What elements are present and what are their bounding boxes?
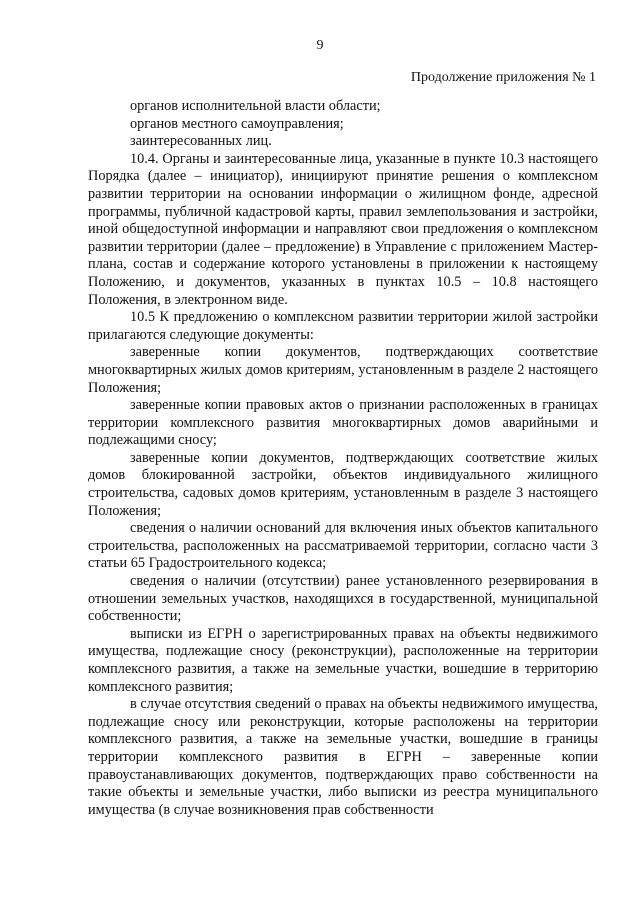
document-body (88, 98, 598, 819)
list-item: сведения о наличии оснований для включения иных объектов капитального строительства, расположенных на рассматриваемой территории, согласно части 3 статьи 65 Градостроительного кодекса; (88, 520, 598, 572)
paragraph-10-5: 10.5 К предложению о комплексном развитии территории жилой застройки прилагаются следующие документы: (88, 309, 598, 343)
list-item: выписки из ЕГРН о зарегистрированных правах на объекты недвижимого имущества, подлежащие сносу (реконструкции), расположенные на территории комплексного развития, а также на земельные участки, вошедшие в территорию комплексного развития; (88, 625, 598, 695)
list-item: органов исполнительной власти области; (130, 98, 381, 114)
list-item: в случае отсутствия сведений о правах на объекты недвижимого имущества, подлежащие сносу или реконструкции, которые расположены на территории комплексного развития, а также на земельные участки, вошедшие в границы территории комплексного развития в ЕГРН – заверенные копии правоустанавливающих документов, подтверждающих право собственности на такие объекты и земельные участки, либо выписки из реестра муниципального имущества (в случае возникновения прав собственности (88, 696, 598, 818)
list-item: заверенные копии документов, подтверждающих соответствие жилых домов блокированной застройки, объектов индивидуального жилищного строительства, садовых домов критериям, установленным в разделе 3 настоящего Положения; (88, 449, 598, 519)
list-item: заверенные копии правовых актов о признании расположенных в границах территории комплексного развития многоквартирных домов аварийными и подлежащими сносу; (88, 397, 598, 449)
list-item: заверенные копии документов, подтверждающих соответствие многоквартирных жилых домов критериям, установленным в разделе 2 настоящего Положения; (88, 344, 598, 396)
paragraph-10-4: 10.4. Органы и заинтересованные лица, указанные в пункте 10.3 настоящего Порядка (далее – инициатор), инициируют принятие решения о комплексном развитии территории на основании информации о жилищном фонде, адресной программы, публичной кадастровой карты, правил землепользования и застройки, иной общедоступной информации и направляют свои предложения о комплексном развитии территории (далее – предложение) в Управление с приложением Мастер-плана, состав и содержание которого установлены в приложении к настоящему Положению, и документов, указанных в пунктах 10.5 – 10.8 настоящего Положения, в электронном виде. (88, 150, 598, 308)
list-item: сведения о наличии (отсутствии) ранее установленного резервирования в отношении земельных участков, находящихся в государственной, муниципальной собственности; (88, 573, 598, 625)
appendix-continuation-note: Продолжение приложения № 1 (410, 70, 596, 85)
page-number: 9 (316, 38, 324, 53)
list-item: заинтересованных лиц. (130, 133, 272, 150)
list-item: органов местного самоуправления; (130, 115, 344, 132)
